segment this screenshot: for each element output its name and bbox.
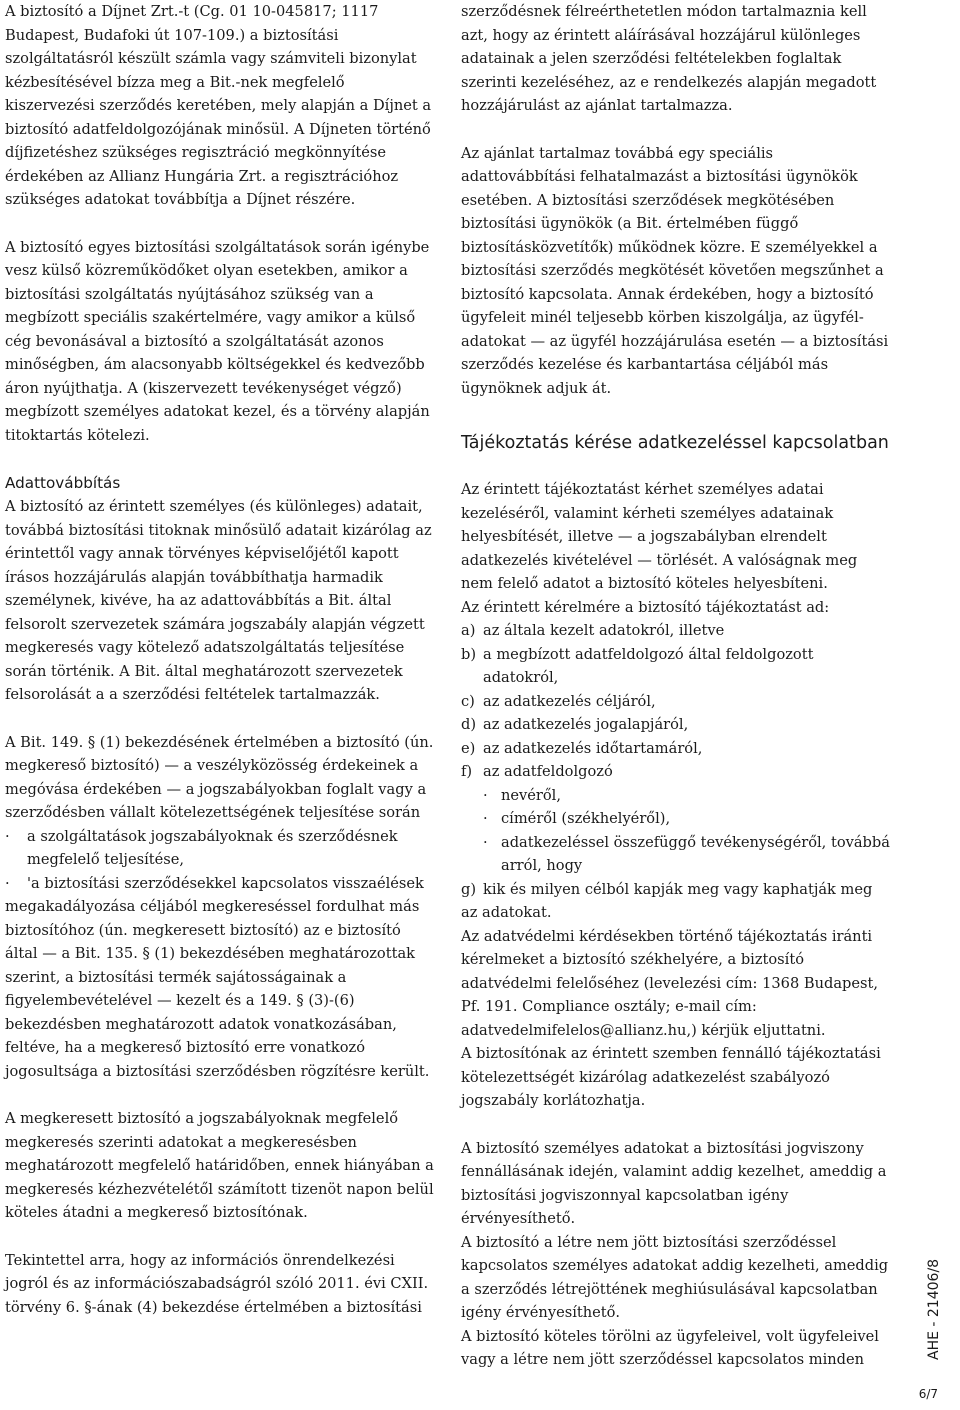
paragraph: A biztosító a Díjnet Zrt.-t (Cg. 01 10-045817; 1117 Budapest, Budafoki út 107-109.) a biztosítási szolgáltatásról készült számla vagy számviteli bizonylat kézbesítésével bízza meg a Bit.-nek megfelelő kiszervezési szerződés keretében, mely alapján a Díjnet a biztosító adatfeldolgozójának minősül. A Díjneten történő díjfizetéshez szükséges regisztráció megkönnyítése érdekében az Allianz Hungária Zrt. a regisztrációhoz szükséges adatokat továbbítja a Díjnet részére. bbox=[5, 3, 432, 208]
sub-list-text: nevéről, bbox=[501, 786, 561, 804]
bullet-item bbox=[5, 825, 435, 872]
list-text: az adatkezelés céljáról, bbox=[483, 692, 656, 710]
paragraph: A biztosító személyes adatokat a biztosítási jogviszony fennállásának idején, valamint addig kezelhet, ameddig a biztosítási jogviszonnyal kapcsolatban igény érvényesíthető. bbox=[461, 1139, 887, 1227]
sub-list-item bbox=[461, 784, 891, 808]
paragraph: Az adatvédelmi kérdésekben történő tájékoztatás iránti kérelmeket a biztosító székhelyére, a biztosító adatvédelmi felelőséhez (levelezési cím: 1368 Budapest, Pf. 191. Compliance osztály; e-mail cím: adatvedelmifelelos@allianz.hu,) kérjük eljuttatni. bbox=[461, 927, 879, 1039]
sub-list-item bbox=[461, 831, 891, 878]
document-code: AHE - 21406/8 bbox=[926, 1258, 942, 1360]
right-column bbox=[461, 0, 891, 1372]
paragraph: Az érintett tájékoztatást kérhet személyes adatai kezeléséről, valamint kérheti személyes adatainak helyesbítését, illetve — a jogszabályban elrendelt adatkezelés kivételével — törlését. A valóságnak meg nem felelő adatot a biztosító köteles helyesbíteni. bbox=[461, 481, 858, 592]
list-text: kik és milyen célból kapják meg vagy kaphatják meg bbox=[483, 880, 873, 898]
bullet-mark: · bbox=[483, 786, 488, 804]
list-text: az adatkezelés időtartamáról, bbox=[483, 739, 703, 757]
left-column bbox=[5, 0, 435, 1319]
bullet-mark: · bbox=[5, 827, 10, 845]
paragraph: A megkeresett biztosító a jogszabályoknak megfelelő megkeresés szerinti adatokat a megkeresésben meghatározott megfelelő határidőben, ennek hiányában a megkeresés kézhezvételétől számított tizenöt napon belül köteles átadni a megkereső biztosítónak. bbox=[5, 1110, 434, 1222]
bullet-mark: · bbox=[5, 874, 10, 892]
paragraph: A biztosítónak az érintett szemben fennálló tájékoztatási kötelezettségét kizárólag adatkezelést szabályozó jogszabály korlátozhatja. bbox=[461, 1045, 881, 1109]
list-item bbox=[461, 619, 891, 643]
paragraph: A biztosító az érintett személyes (és különleges) adatait, továbbá biztosítási titoknak minősülő adatait kizárólag az érintettől vagy annak törvényes képviselőjétől kapott írásos hozzájárulás alapján továbbíthatja harmadik személynek, kivéve, ha az adattovábbítás a Bit. által felsorolt szervezetek számára jogszabály alapján végzett megkeresés vagy kötelező adatszolgáltatás teljesítése során történik. A Bit. által meghatározott szervezetek felsorolását a a szerződési feltételek tartalmazzák. bbox=[5, 498, 432, 704]
list-letter: b) bbox=[461, 645, 477, 663]
paragraph: Az érintett kérelmére a biztosító tájékoztatást ad: bbox=[461, 598, 830, 616]
bullet-item bbox=[5, 872, 435, 896]
paragraph: Az ajánlat tartalmaz továbbá egy speciális adattovábbítási felhatalmazást a biztosítási ügynökök esetében. A biztosítási szerződések megkötésében biztosítási ügynökök (a Bit. értelmében függő biztosításközvetítők) működnek közre. E személyekkel a biztosítási szerződés megkötését követően megszűnhet a biztosító kapcsolata. Annak érdekében, hogy a biztosító ügyfeleit minél teljesebb körben kiszolgálja, az ügyfél-adatokat — az ügyfél hozzájárulása esetén — a biztosítási szerződés kezelése és karbantartása céljából más ügynöknek adjuk át. bbox=[461, 144, 889, 397]
paragraph: Tekintettel arra, hogy az információs önrendelkezési jogról és az információszabadságról szóló 2011. évi CXII. törvény 6. §-ának (4) bekezdése értelmében a biztosítási bbox=[5, 1251, 429, 1316]
list-item bbox=[461, 713, 891, 737]
bullet-text: a szolgáltatások jogszabályoknak és szerződésnek megfelelő teljesítése, bbox=[27, 827, 398, 869]
list-letter: c) bbox=[461, 692, 475, 710]
list-letter: f) bbox=[461, 763, 473, 780]
list-letter: g) bbox=[461, 880, 477, 898]
page-number: 6/7 bbox=[918, 1387, 938, 1401]
bullet-text: 'a biztosítási szerződésekkel kapcsolatos visszaélések bbox=[27, 874, 424, 892]
sub-list-item bbox=[461, 807, 891, 831]
paragraph: A Bit. 149. § (1) bekezdésének értelmében a biztosító (ún. megkereső biztosító) — a veszélyközösség érdekeinek a megóvása érdekében — a jogszabályokban foglalt vagy a szerződésben vállalt kötelezettségének teljesítése során bbox=[5, 733, 434, 822]
paragraph: A biztosító köteles törölni az ügyfeleivel, volt ügyfeleivel vagy a létre nem jött szerződéssel kapcsolatos minden bbox=[461, 1327, 879, 1368]
section-heading-adattovabbitas: Adattovábbítás bbox=[5, 474, 121, 492]
list-letter: d) bbox=[461, 716, 477, 733]
paragraph: A biztosító a létre nem jött biztosítási szerződéssel kapcsolatos személyes adatokat addig kezelheti, ameddig a szerződés létrejöttének meghiúsulásával kapcsolatban igény érvényesíthető. bbox=[461, 1233, 889, 1321]
paragraph: szerződésnek félreérthetetlen módon tartalmaznia kell azt, hogy az érintett aláírásával hozzájárul különleges adatainak a jelen szerződési feltételekben foglaltak szerinti kezeléséhez, az e rendelkezés alapján megadott hozzájárulást az ajánlat tartalmazza. bbox=[461, 3, 877, 114]
list-letter: e) bbox=[461, 739, 476, 757]
section-heading-tajekoztatas: Tájékoztatás kérése adatkezeléssel kapcsolatban bbox=[461, 433, 889, 453]
paragraph: az adatokat. bbox=[461, 904, 552, 921]
paragraph: A biztosító egyes biztosítási szolgáltatások során igénybe vesz külső közreműködőket olyan esetekben, amikor a biztosítási szolgáltatás nyújtásához szükség van a megbízott speciális szakértelmére, vagy amikor a külső cég bevonásával a biztosító a szolgáltatását azonos minőségben, ám alacsonyabb költségekkel és kedvezőbb áron nyújthatja. A (kiszervezett tevékenységet végző) megbízott személyes adatokat kezel, és a törvény alapján titoktartás kötelezi. bbox=[5, 238, 430, 444]
list-text: az adatfeldolgozó bbox=[483, 763, 613, 780]
list-item bbox=[461, 737, 891, 761]
list-item bbox=[461, 690, 891, 714]
paragraph: megakadályozása céljából megkereséssel fordulhat más biztosítóhoz (ún. megkeresett biztosító) az e biztosító által — a Bit. 135. § (1) bekezdésében meghatározottak szerint, a biztosítási termék sajátosságainak a figyelembevételével — kezelt és a 149. § (3)-(6) bekezdésben meghatározott adatok vonatkozásában, feltéve, ha a megkereső biztosító erre vonatkozó jogosultsága a biztosítási szerződésben rögzítésre került. bbox=[5, 898, 430, 1080]
sub-list-text: adatkezeléssel összefüggő tevékenységéről, továbbá arról, hogy bbox=[501, 833, 890, 874]
list-letter: a) bbox=[461, 622, 476, 639]
list-item bbox=[461, 878, 891, 902]
list-item bbox=[461, 760, 891, 784]
lettered-list bbox=[461, 619, 891, 901]
bullet-mark: · bbox=[483, 833, 488, 851]
bullet-mark: · bbox=[483, 810, 488, 827]
list-text: az általa kezelt adatokról, illetve bbox=[483, 622, 725, 639]
list-item bbox=[461, 643, 891, 690]
list-text: az adatkezelés jogalapjáról, bbox=[483, 716, 689, 733]
sub-list-text: címéről (székhelyéről), bbox=[501, 810, 671, 827]
list-text: a megbízott adatfeldolgozó által feldolgozott adatokról, bbox=[483, 645, 814, 686]
